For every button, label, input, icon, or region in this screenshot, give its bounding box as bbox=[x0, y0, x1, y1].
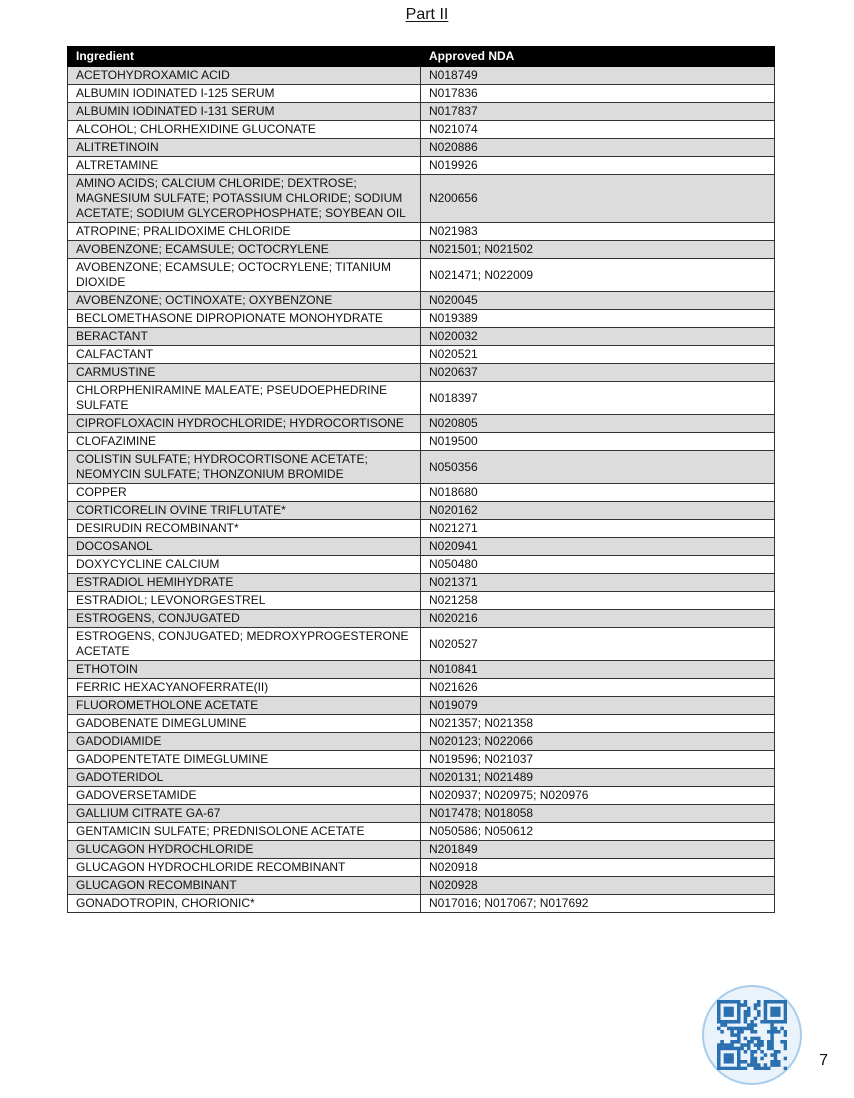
approved-nda-cell: N021501; N021502 bbox=[421, 241, 775, 259]
ingredient-cell: ESTRADIOL; LEVONORGESTREL bbox=[68, 592, 421, 610]
approved-nda-cell: N021258 bbox=[421, 592, 775, 610]
ingredient-cell: FLUOROMETHOLONE ACETATE bbox=[68, 697, 421, 715]
table-row bbox=[68, 157, 775, 175]
approved-nda-cell: N020521 bbox=[421, 346, 775, 364]
table-row bbox=[68, 859, 775, 877]
ingredient-cell: CIPROFLOXACIN HYDROCHLORIDE; HYDROCORTISONE bbox=[68, 415, 421, 433]
approved-nda-cell: N018749 bbox=[421, 67, 775, 85]
ingredient-cell: GADOPENTETATE DIMEGLUMINE bbox=[68, 751, 421, 769]
ingredient-cell: AMINO ACIDS; CALCIUM CHLORIDE; DEXTROSE; MAGNESIUM SULFATE; POTASSIUM CHLORIDE; SODIUM ACETATE; SODIUM GLYCEROPHOSPHATE; SOYBEAN OIL bbox=[68, 175, 421, 223]
ingredient-cell: GONADOTROPIN, CHORIONIC* bbox=[68, 895, 421, 913]
table-row bbox=[68, 85, 775, 103]
approved-nda-cell: N017837 bbox=[421, 103, 775, 121]
table-row bbox=[68, 841, 775, 859]
table-row bbox=[68, 175, 775, 223]
approved-nda-cell: N020045 bbox=[421, 292, 775, 310]
table-row bbox=[68, 697, 775, 715]
table-row bbox=[68, 769, 775, 787]
ingredient-cell: AVOBENZONE; ECAMSULE; OCTOCRYLENE; TITANIUM DIOXIDE bbox=[68, 259, 421, 292]
approved-nda-cell: N020123; N022066 bbox=[421, 733, 775, 751]
approved-nda-cell: N019926 bbox=[421, 157, 775, 175]
column-header-approved-nda: Approved NDA bbox=[421, 47, 775, 67]
ingredient-cell: BECLOMETHASONE DIPROPIONATE MONOHYDRATE bbox=[68, 310, 421, 328]
approved-nda-cell: N050480 bbox=[421, 556, 775, 574]
table-row bbox=[68, 877, 775, 895]
approved-nda-cell: N201849 bbox=[421, 841, 775, 859]
approved-nda-cell: N018680 bbox=[421, 484, 775, 502]
ingredient-cell: ETHOTOIN bbox=[68, 661, 421, 679]
table-body bbox=[68, 67, 775, 913]
approved-nda-cell: N020937; N020975; N020976 bbox=[421, 787, 775, 805]
approved-nda-cell: N020131; N021489 bbox=[421, 769, 775, 787]
table-row bbox=[68, 805, 775, 823]
table-row bbox=[68, 415, 775, 433]
ingredient-cell: CARMUSTINE bbox=[68, 364, 421, 382]
table-row bbox=[68, 484, 775, 502]
ingredient-cell: CLOFAZIMINE bbox=[68, 433, 421, 451]
ingredient-cell: GALLIUM CITRATE GA-67 bbox=[68, 805, 421, 823]
approved-nda-cell: N021471; N022009 bbox=[421, 259, 775, 292]
approved-nda-cell: N200656 bbox=[421, 175, 775, 223]
ingredient-cell: CORTICORELIN OVINE TRIFLUTATE* bbox=[68, 502, 421, 520]
approved-nda-cell: N020162 bbox=[421, 502, 775, 520]
ingredient-cell: ALTRETAMINE bbox=[68, 157, 421, 175]
ingredient-cell: CHLORPHENIRAMINE MALEATE; PSEUDOEPHEDRINE SULFATE bbox=[68, 382, 421, 415]
table-row bbox=[68, 751, 775, 769]
table-row bbox=[68, 592, 775, 610]
table-row bbox=[68, 502, 775, 520]
ingredient-cell: ACETOHYDROXAMIC ACID bbox=[68, 67, 421, 85]
ingredient-table bbox=[67, 46, 775, 913]
ingredient-cell: ALBUMIN IODINATED I-125 SERUM bbox=[68, 85, 421, 103]
approved-nda-cell: N019389 bbox=[421, 310, 775, 328]
ingredient-cell: ESTROGENS, CONJUGATED; MEDROXYPROGESTERONE ACETATE bbox=[68, 628, 421, 661]
ingredient-cell: GENTAMICIN SULFATE; PREDNISOLONE ACETATE bbox=[68, 823, 421, 841]
approved-nda-cell: N019500 bbox=[421, 433, 775, 451]
approved-nda-cell: N020886 bbox=[421, 139, 775, 157]
table-row bbox=[68, 259, 775, 292]
table-header-row bbox=[68, 47, 775, 67]
approved-nda-cell: N021271 bbox=[421, 520, 775, 538]
page-title: Part II bbox=[405, 6, 449, 23]
approved-nda-cell: N010841 bbox=[421, 661, 775, 679]
column-header-ingredient: Ingredient bbox=[68, 47, 421, 67]
ingredient-cell: GADOTERIDOL bbox=[68, 769, 421, 787]
table-row bbox=[68, 451, 775, 484]
table-row bbox=[68, 823, 775, 841]
table-row bbox=[68, 610, 775, 628]
table-row bbox=[68, 661, 775, 679]
approved-nda-cell: N020928 bbox=[421, 877, 775, 895]
ingredient-cell: CALFACTANT bbox=[68, 346, 421, 364]
ingredient-cell: GADODIAMIDE bbox=[68, 733, 421, 751]
approved-nda-cell: N020637 bbox=[421, 364, 775, 382]
table-row bbox=[68, 433, 775, 451]
ingredient-cell: GADOVERSETAMIDE bbox=[68, 787, 421, 805]
ingredient-cell: BERACTANT bbox=[68, 328, 421, 346]
ingredient-cell: GLUCAGON RECOMBINANT bbox=[68, 877, 421, 895]
approved-nda-cell: N019079 bbox=[421, 697, 775, 715]
approved-nda-cell: N017016; N017067; N017692 bbox=[421, 895, 775, 913]
ingredient-cell: DOCOSANOL bbox=[68, 538, 421, 556]
table-row bbox=[68, 679, 775, 697]
approved-nda-cell: N021983 bbox=[421, 223, 775, 241]
table-row bbox=[68, 292, 775, 310]
ingredient-cell: FERRIC HEXACYANOFERRATE(II) bbox=[68, 679, 421, 697]
ingredient-cell: ALBUMIN IODINATED I-131 SERUM bbox=[68, 103, 421, 121]
table-row bbox=[68, 895, 775, 913]
approved-nda-cell: N019596; N021037 bbox=[421, 751, 775, 769]
table-row bbox=[68, 733, 775, 751]
ingredient-cell: ALCOHOL; CHLORHEXIDINE GLUCONATE bbox=[68, 121, 421, 139]
approved-nda-cell: N017836 bbox=[421, 85, 775, 103]
approved-nda-cell: N020032 bbox=[421, 328, 775, 346]
qr-code-badge bbox=[702, 985, 802, 1085]
ingredient-cell: ESTROGENS, CONJUGATED bbox=[68, 610, 421, 628]
table-row bbox=[68, 310, 775, 328]
ingredient-cell: COPPER bbox=[68, 484, 421, 502]
table-row bbox=[68, 223, 775, 241]
ingredient-cell: DOXYCYCLINE CALCIUM bbox=[68, 556, 421, 574]
approved-nda-cell: N020527 bbox=[421, 628, 775, 661]
ingredient-cell: GLUCAGON HYDROCHLORIDE RECOMBINANT bbox=[68, 859, 421, 877]
table-row bbox=[68, 139, 775, 157]
table-row bbox=[68, 241, 775, 259]
approved-nda-cell: N020941 bbox=[421, 538, 775, 556]
table-row bbox=[68, 67, 775, 85]
table-row bbox=[68, 520, 775, 538]
approved-nda-cell: N020805 bbox=[421, 415, 775, 433]
table-row bbox=[68, 787, 775, 805]
table-row bbox=[68, 382, 775, 415]
approved-nda-cell: N020216 bbox=[421, 610, 775, 628]
ingredient-cell: AVOBENZONE; OCTINOXATE; OXYBENZONE bbox=[68, 292, 421, 310]
table-row bbox=[68, 715, 775, 733]
ingredient-cell: GADOBENATE DIMEGLUMINE bbox=[68, 715, 421, 733]
approved-nda-cell: N018397 bbox=[421, 382, 775, 415]
table-row bbox=[68, 538, 775, 556]
ingredient-cell: AVOBENZONE; ECAMSULE; OCTOCRYLENE bbox=[68, 241, 421, 259]
ingredient-cell: ESTRADIOL HEMIHYDRATE bbox=[68, 574, 421, 592]
ingredient-cell: DESIRUDIN RECOMBINANT* bbox=[68, 520, 421, 538]
ingredient-cell: ATROPINE; PRALIDOXIME CHLORIDE bbox=[68, 223, 421, 241]
table-row bbox=[68, 346, 775, 364]
approved-nda-cell: N021371 bbox=[421, 574, 775, 592]
table-row bbox=[68, 103, 775, 121]
table-row bbox=[68, 628, 775, 661]
ingredient-cell: ALITRETINOIN bbox=[68, 139, 421, 157]
approved-nda-cell: N050586; N050612 bbox=[421, 823, 775, 841]
approved-nda-cell: N021626 bbox=[421, 679, 775, 697]
table-row bbox=[68, 121, 775, 139]
qr-code-icon bbox=[717, 1000, 787, 1070]
approved-nda-cell: N021074 bbox=[421, 121, 775, 139]
page-number: 7 bbox=[819, 1052, 828, 1069]
table-row bbox=[68, 328, 775, 346]
table-row bbox=[68, 574, 775, 592]
approved-nda-cell: N021357; N021358 bbox=[421, 715, 775, 733]
approved-nda-cell: N050356 bbox=[421, 451, 775, 484]
ingredient-cell: COLISTIN SULFATE; HYDROCORTISONE ACETATE; NEOMYCIN SULFATE; THONZONIUM BROMIDE bbox=[68, 451, 421, 484]
table-row bbox=[68, 556, 775, 574]
approved-nda-cell: N017478; N018058 bbox=[421, 805, 775, 823]
table-row bbox=[68, 364, 775, 382]
ingredient-cell: GLUCAGON HYDROCHLORIDE bbox=[68, 841, 421, 859]
approved-nda-cell: N020918 bbox=[421, 859, 775, 877]
